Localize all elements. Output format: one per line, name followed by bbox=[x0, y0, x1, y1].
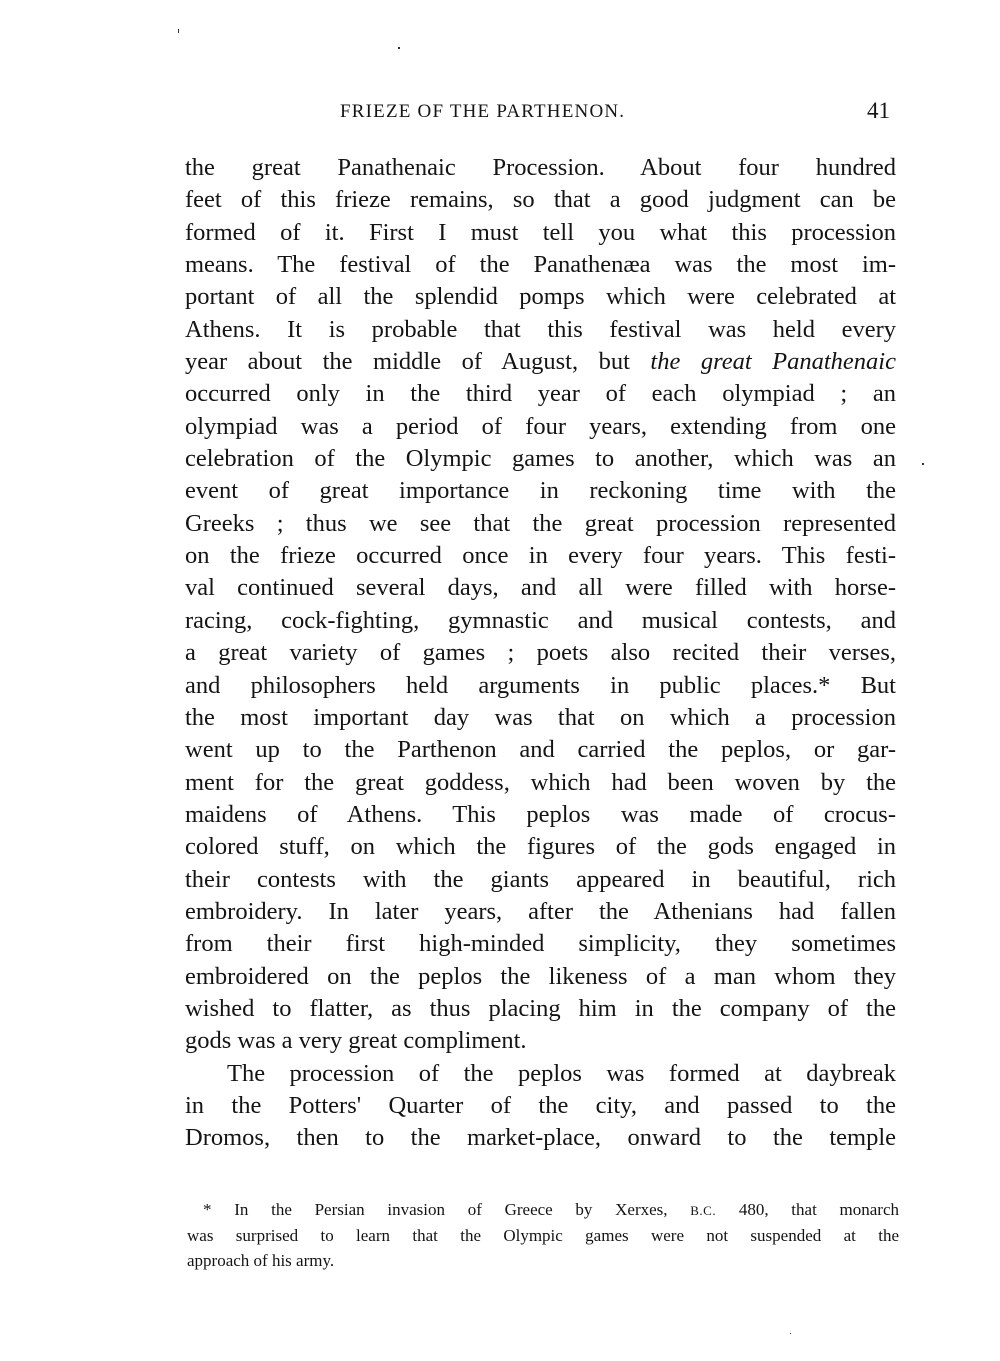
text-line: embroidery. In later years, after the Athenians had fallen bbox=[185, 897, 896, 925]
footnote-line: was surprised to learn that the Olympic games were not suspended at the bbox=[187, 1225, 899, 1245]
paragraph-last-line: gods was a very great compliment. bbox=[185, 1027, 527, 1055]
text-line: a great variety of games ; poets also recited their verses, bbox=[185, 639, 896, 667]
text-line: the most important day was that on which a procession bbox=[185, 703, 896, 731]
body-text bbox=[185, 152, 896, 1155]
text-line: ment for the great goddess, which had been woven by the bbox=[185, 768, 896, 796]
footnote-line: approach of his army. bbox=[187, 1251, 335, 1270]
paragraph-first-line: The procession of the peplos was formed at daybreak bbox=[227, 1059, 896, 1087]
footnote-text: 480, that monarch bbox=[716, 1200, 899, 1219]
text-line: and philosophers held arguments in public places.* But bbox=[185, 671, 896, 699]
text-line: event of great importance in reckoning time with the bbox=[185, 477, 896, 505]
text-line bbox=[185, 346, 896, 378]
scan-speck bbox=[922, 463, 924, 465]
running-head bbox=[340, 99, 890, 127]
text-line: maidens of Athens. This peplos was made of crocus- bbox=[185, 800, 896, 828]
text-line: formed of it. First I must tell you what this procession bbox=[185, 218, 896, 246]
scan-speck bbox=[790, 1333, 791, 1334]
text-line: portant of all the splendid pomps which were celebrated at bbox=[185, 283, 896, 311]
text-line: val continued several days, and all were filled with horse- bbox=[185, 574, 896, 602]
text-line: feet of this frieze remains, so that a good judgment can be bbox=[185, 186, 896, 214]
text-fragment: year about the middle of August, but bbox=[185, 348, 651, 376]
text-line: Dromos, then to the market-place, onward to the temple bbox=[185, 1124, 896, 1152]
text-line: racing, cock-fighting, gymnastic and musical contests, and bbox=[185, 606, 896, 634]
text-line: the great Panathenaic Procession. About four hundred bbox=[185, 154, 896, 181]
text-line: means. The festival of the Panathenæa was the most im- bbox=[185, 251, 896, 279]
footnote bbox=[187, 1197, 899, 1274]
text-line: in the Potters' Quarter of the city, and passed to the bbox=[185, 1091, 896, 1119]
footnote-text: * In the Persian invasion of Greece by Xerxes, bbox=[203, 1200, 691, 1219]
scan-speck bbox=[398, 47, 400, 49]
text-line: celebration of the Olympic games to another, which was an bbox=[185, 445, 896, 473]
text-line: Athens. It is probable that this festival was held every bbox=[185, 315, 896, 343]
text-line: occurred only in the third year of each olympiad ; an bbox=[185, 380, 896, 408]
text-line: from their first high-minded simplicity, they sometimes bbox=[185, 930, 896, 958]
footnote-line bbox=[187, 1197, 899, 1223]
text-line: Greeks ; thus we see that the great procession represented bbox=[185, 509, 896, 537]
running-head-title: FRIEZE OF THE PARTHENON. bbox=[340, 101, 626, 122]
text-line: their contests with the giants appeared in beautiful, rich bbox=[185, 865, 896, 893]
text-line: embroidered on the peplos the likeness of a man whom they bbox=[185, 962, 896, 990]
page-number: 41 bbox=[867, 98, 890, 123]
text-line: wished to flatter, as thus placing him in the company of the bbox=[185, 994, 896, 1022]
italic-phrase: the great Panathenaic bbox=[650, 348, 896, 376]
era-abbreviation: B.C. bbox=[690, 1203, 717, 1218]
scan-speck bbox=[178, 29, 179, 33]
text-line: colored stuff, on which the figures of the gods engaged in bbox=[185, 833, 896, 861]
text-line: went up to the Parthenon and carried the peplos, or gar- bbox=[185, 736, 896, 764]
text-line: olympiad was a period of four years, extending from one bbox=[185, 412, 896, 440]
text-line: on the frieze occurred once in every four years. This festi- bbox=[185, 542, 896, 570]
